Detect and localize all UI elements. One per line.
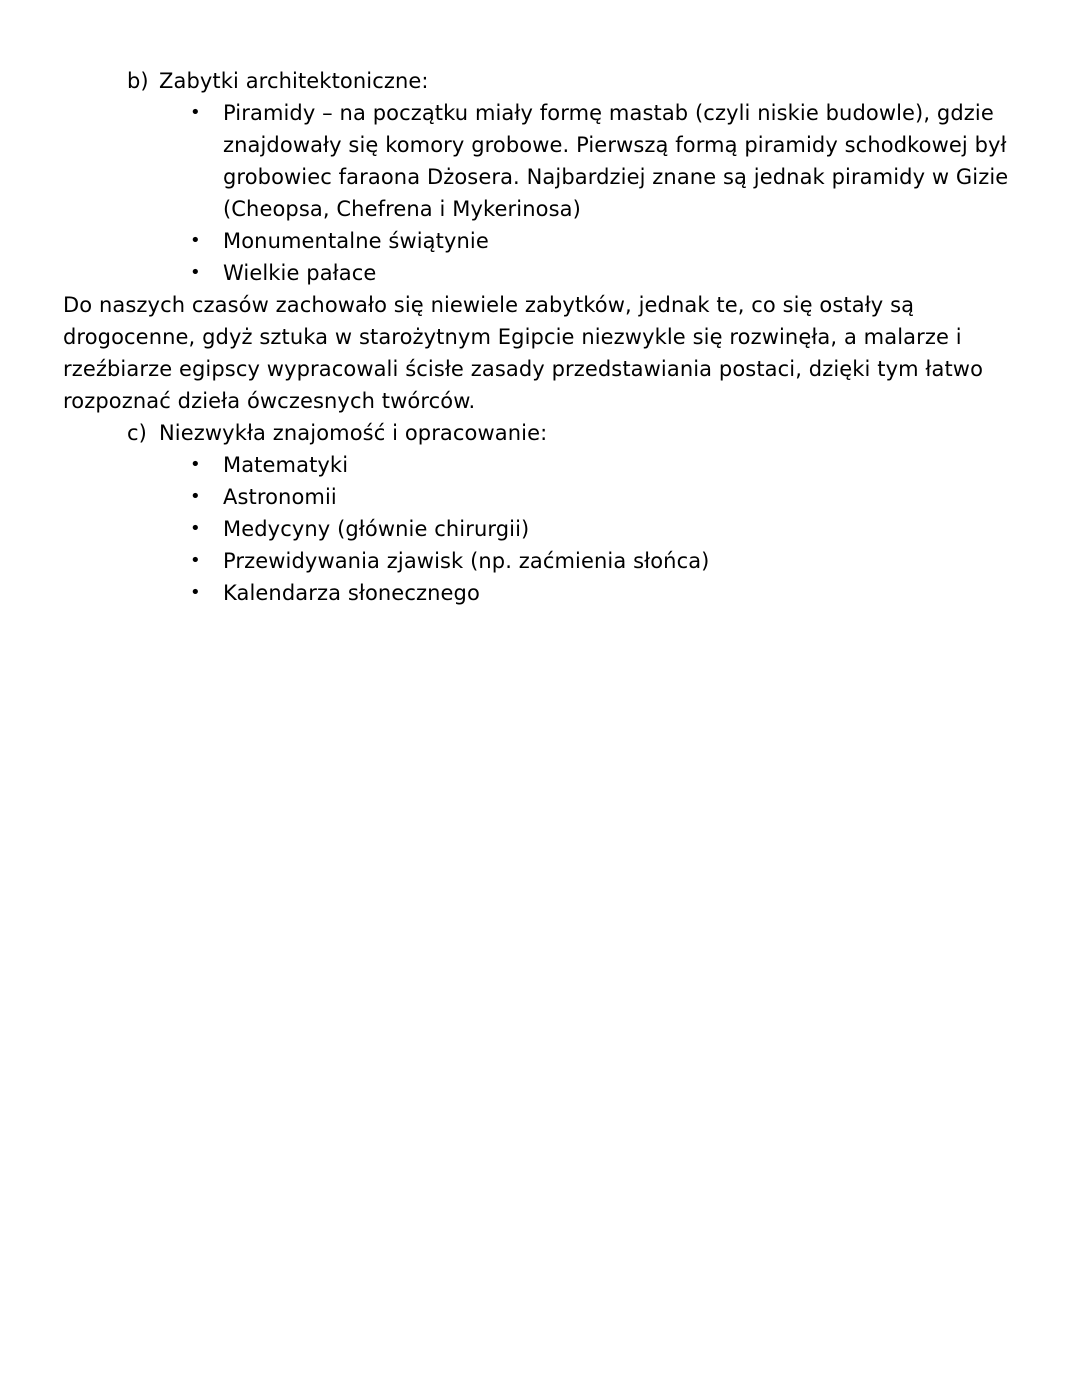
paragraph-line: rozpoznać dzieła ówczesnych twórców. [63, 389, 476, 413]
list-item-text: Medycyny (głównie chirurgii) [223, 517, 530, 541]
list-item-continuation: znajdowały się komory grobowe. Pierwszą formą piramidy schodkowej był [223, 133, 1007, 157]
bullet-icon: • [190, 230, 201, 251]
list-item-text: Kalendarza słonecznego [223, 581, 480, 605]
bullet-icon: • [190, 486, 201, 507]
section-c-heading [127, 417, 547, 449]
bullet-icon: • [190, 518, 201, 539]
list-item-continuation: (Cheopsa, Chefrena i Mykerinosa) [223, 197, 581, 221]
bullet-icon: • [190, 262, 201, 283]
bullet-icon: • [190, 102, 201, 123]
section-b-heading [127, 65, 429, 97]
list-item-text: Astronomii [223, 485, 337, 509]
bullet-icon: • [190, 454, 201, 475]
section-b-title: Zabytki architektoniczne: [159, 69, 429, 93]
bullet-icon: • [190, 550, 201, 571]
list-item-text: Przewidywania zjawisk (np. zaćmienia słońca) [223, 549, 710, 573]
list-item-continuation: grobowiec faraona Dżosera. Najbardziej znane są jednak piramidy w Gizie [223, 165, 1009, 189]
list-item-text: Monumentalne świątynie [223, 229, 489, 253]
list-item-text: Piramidy – na początku miały formę mastab (czyli niskie budowle), gdzie [223, 101, 994, 125]
list-item-text: Matematyki [223, 453, 349, 477]
section-b-marker: b) [127, 69, 149, 93]
section-c-title: Niezwykła znajomość i opracowanie: [159, 421, 548, 445]
paragraph-line: drogocenne, gdyż sztuka w starożytnym Egipcie niezwykle się rozwinęła, a malarze i [63, 325, 962, 349]
section-c-marker: c) [127, 421, 147, 445]
list-item-text: Wielkie pałace [223, 261, 377, 285]
paragraph-line: Do naszych czasów zachowało się niewiele zabytków, jednak te, co się ostały są [63, 293, 915, 317]
bullet-icon: • [190, 582, 201, 603]
paragraph-line: rzeźbiarze egipscy wypracowali ścisłe zasady przedstawiania postaci, dzięki tym łatwo [63, 357, 984, 381]
